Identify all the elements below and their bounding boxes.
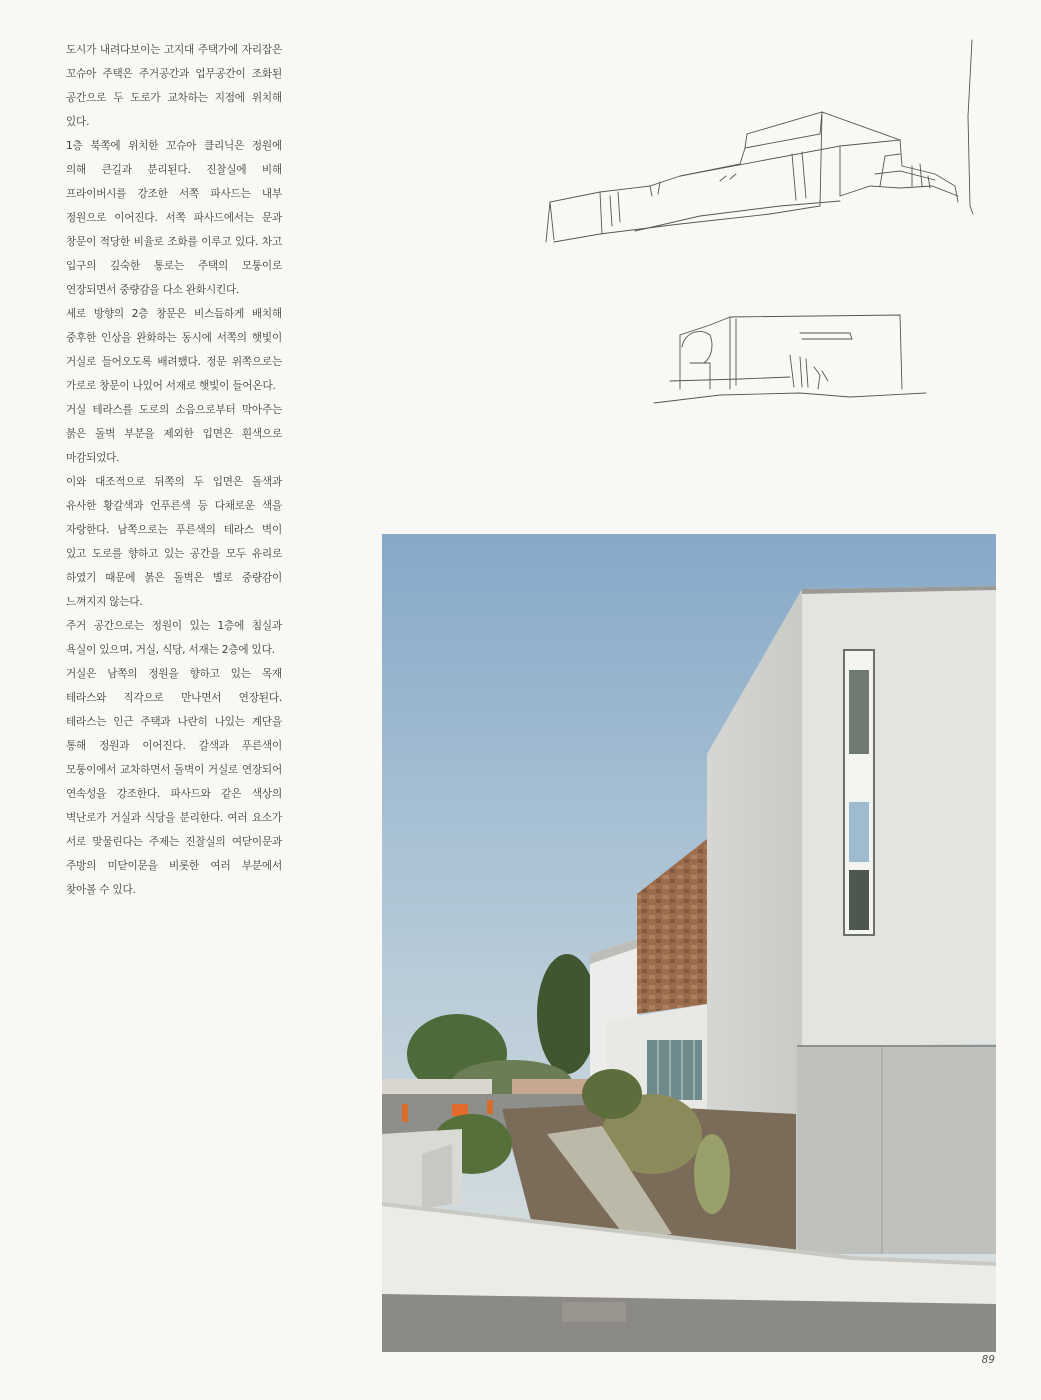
page-number: 89 xyxy=(981,1353,995,1366)
paragraph-5: 이와 대조적으로 뒤쪽의 두 입면은 돌색과 유사한 황갈색과 언푸른색 등 다채로운 색을 자랑한다. 남쪽으로는 푸른색의 테라스 벽이 있고 도로를 향하고 있는 공간을 모두 유리로 하였기 때문에 붉은 돌벽은 별로 중량감이 느껴지지 않는다. xyxy=(66,476,282,608)
house-photograph xyxy=(382,534,996,1352)
paragraph-6: 주거 공간으로는 정원이 있는 1층에 침실과 욕실이 있으며, 거실, 식당, 서재는 2층에 있다. xyxy=(66,620,282,656)
architectural-sketch-top xyxy=(540,36,980,256)
paragraph-7: 거실은 남쪽의 정원을 향하고 있는 목재 테라스와 직각으로 만나면서 연장된다. 테라스는 인근 주택과 나란히 나있는 계단을 통해 정원과 이어진다. 갈색과 푸른색이 모퉁이에서 교차하면서 돌벽이 거실로 연장되어 연속성을 강조한다. 파사드와 같은 색상의 벽난로가 거실과 식당을 분리한다. 여러 요소가 서로 맞물린다는 주제는 진찰실의 여닫이문과 주방의 미닫이문을 비롯한 여러 부분에서 찾아볼 수 있다. xyxy=(66,668,282,896)
paragraph-4: 거실 테라스를 도로의 소음으로부터 막아주는 붉은 돌벽 부분을 제외한 입면은 흰색으로 마감되었다. xyxy=(66,404,282,464)
paragraph-1: 도시가 내려다보이는 고지대 주택가에 자리잡은 꼬슈아 주택은 주거공간과 업무공간이 조화된 공간으로 두 도로가 교차하는 지점에 위치해 있다. xyxy=(66,44,282,128)
paragraph-2: 1층 북쪽에 위치한 꼬슈아 클리닉은 정원에 의해 큰길과 분리된다. 진찰실에 비해 프라이버시를 강조한 서쪽 파사드는 내부 정원으로 이어진다. 서쪽 파사드에서는 문과 창문이 적당한 비율로 조화를 이루고 있다. 차고 입구의 깊숙한 통로는 주택의 모퉁이로 연장되면서 중량감을 다소 완화시킨다. xyxy=(66,140,282,296)
paragraph-3: 세로 방향의 2층 창문은 비스듬하게 배치해 중후한 인상을 완화하는 동시에 서쪽의 햇빛이 거실로 들어오도록 배려했다. 정문 위쪽으로는 가로로 창문이 나있어 서재로 햇빛이 들어온다. xyxy=(66,308,282,392)
article-text xyxy=(66,38,282,902)
architectural-sketch-bottom xyxy=(650,305,930,405)
